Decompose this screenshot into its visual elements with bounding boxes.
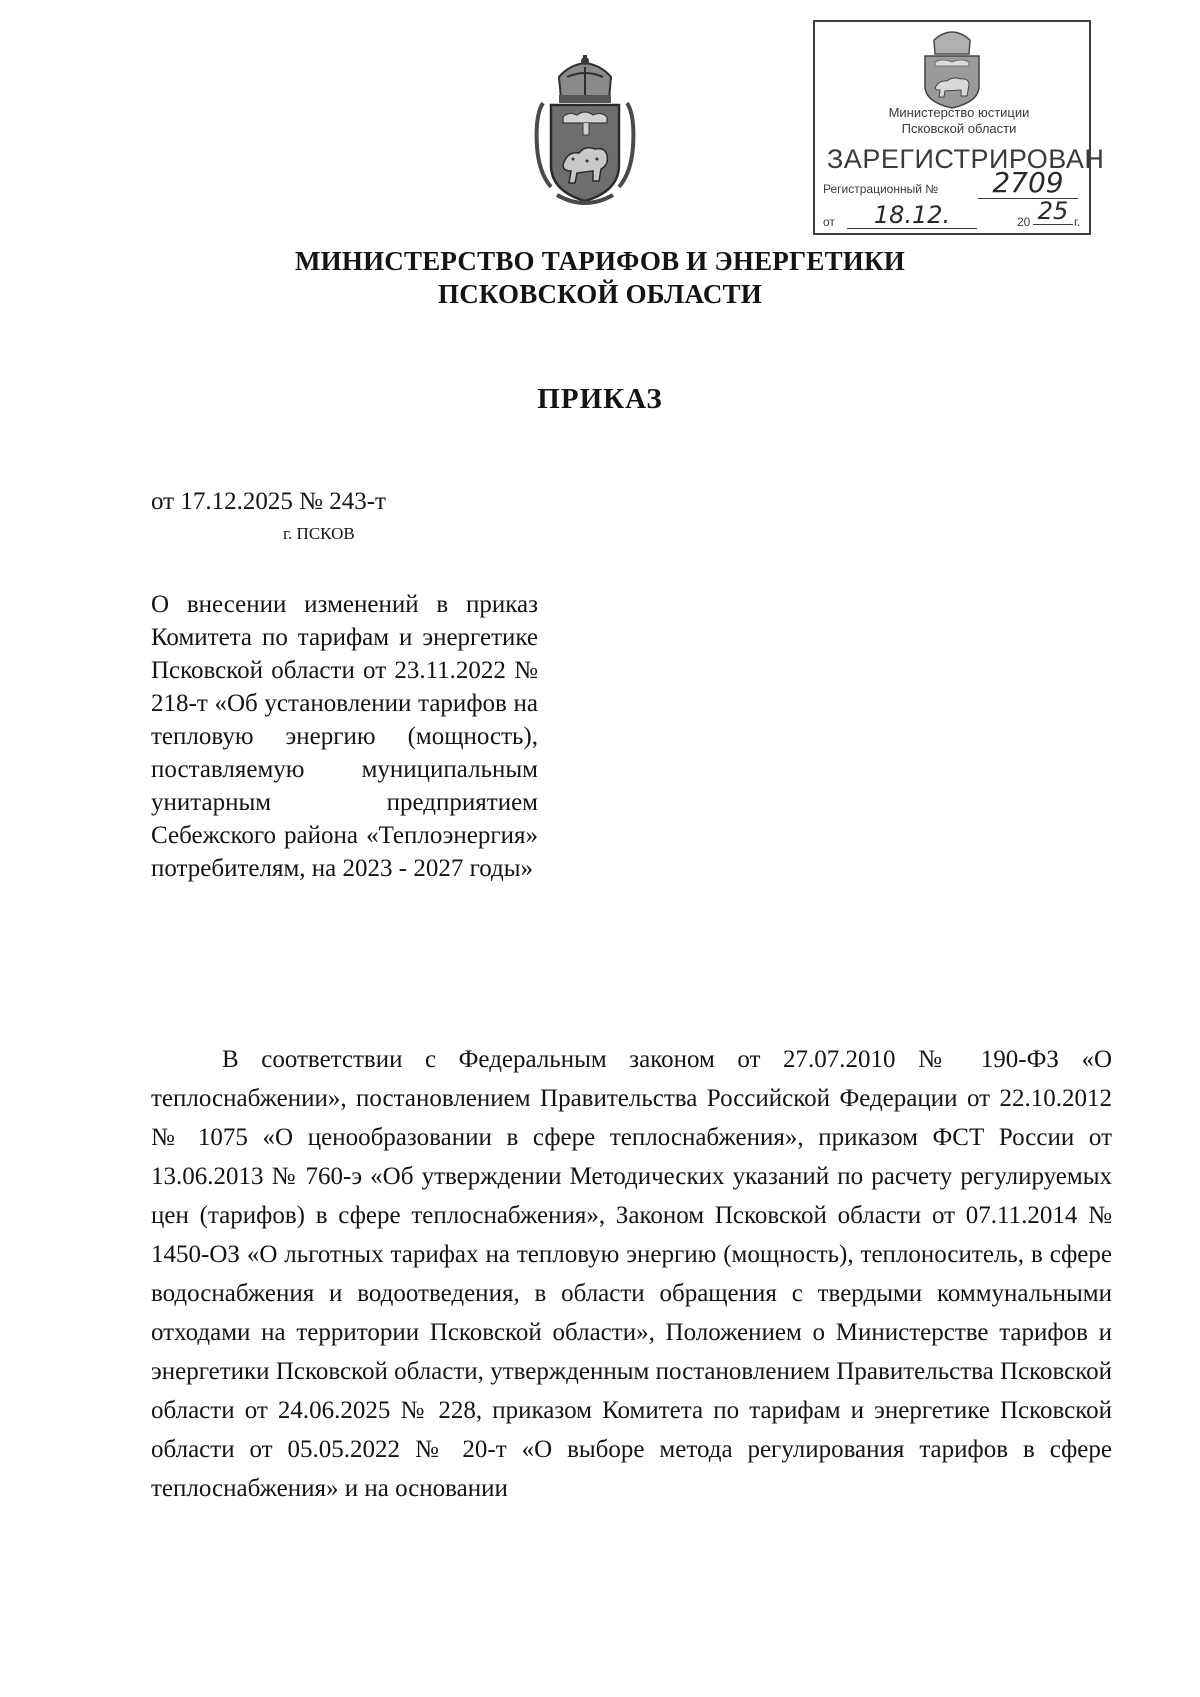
coat-of-arms-icon (533, 55, 637, 207)
body-paragraph: В соответствии с Федеральным законом от 27.07.2010 № 190-ФЗ «О теплоснабжении», постановлением Правительства Российской Федерации от 22.10.2012 № 1075 «О ценообразовании в сфере теплоснабжения», приказом ФСТ России от 13.06.2013 № 760-э «Об утверждении Методических указаний по расчету регулируемых цен (тарифов) в сфере теплоснабжения», Законом Псковской области от 07.11.2014 № 1450-ОЗ «О льготных тарифах на тепловую энергию (мощность), теплоноситель, в сфере водоснабжения и водоотведения, в области обращения с твердыми коммунальными отходами на территории Псковской области», Положением о Министерстве тарифов и энергетики Псковской области, утвержденным постановлением Правительства Псковской области от 24.06.2025 № 228, приказом Комитета по тарифам и энергетике Псковской области от 05.05.2022 № 20-т «О выборе метода регулирования тарифов в сфере теплоснабжения» и на основании (151, 1046, 1112, 1502)
document-type: ПРИКАЗ (537, 383, 663, 415)
stamp-status: ЗАРЕГИСТРИРОВАН (827, 144, 1105, 174)
stamp-reg-number: 2709 (978, 168, 1078, 199)
stamp-region-line: Псковской области (901, 121, 1017, 136)
stamp-year: 25 (1033, 198, 1073, 225)
stamp-date: 18.12. (847, 202, 977, 229)
ministry-title-line2: ПСКОВСКОЙ ОБЛАСТИ (438, 279, 762, 309)
order-date-number: от 17.12.2025 № 243-т (151, 488, 386, 515)
order-city: г. ПСКОВ (283, 524, 355, 543)
ministry-title-line1: МИНИСТЕРСТВО ТАРИФОВ И ЭНЕРГЕТИКИ (295, 246, 905, 276)
stamp-from-label: от (823, 215, 835, 229)
stamp-reg-label: Регистрационный № (823, 182, 939, 196)
order-subject: О внесении изменений в приказ Комитета по тарифам и энергетике Псковской области от 23.11.2022 № 218-т «Об установлении тарифов на тепловую энергию (мощность), поставляемую муниципальным унитарным предприятием Себежского района «Теплоэнергия» потребителям, на 2023 - 2027 годы» (151, 591, 538, 882)
stamp-year-prefix: 20 (1017, 215, 1031, 229)
registration-stamp (813, 20, 1105, 235)
stamp-coat-of-arms-icon (917, 30, 987, 110)
stamp-year-suffix: г. (1074, 215, 1081, 229)
stamp-ministry-line: Министерство юстиции (888, 105, 1030, 120)
